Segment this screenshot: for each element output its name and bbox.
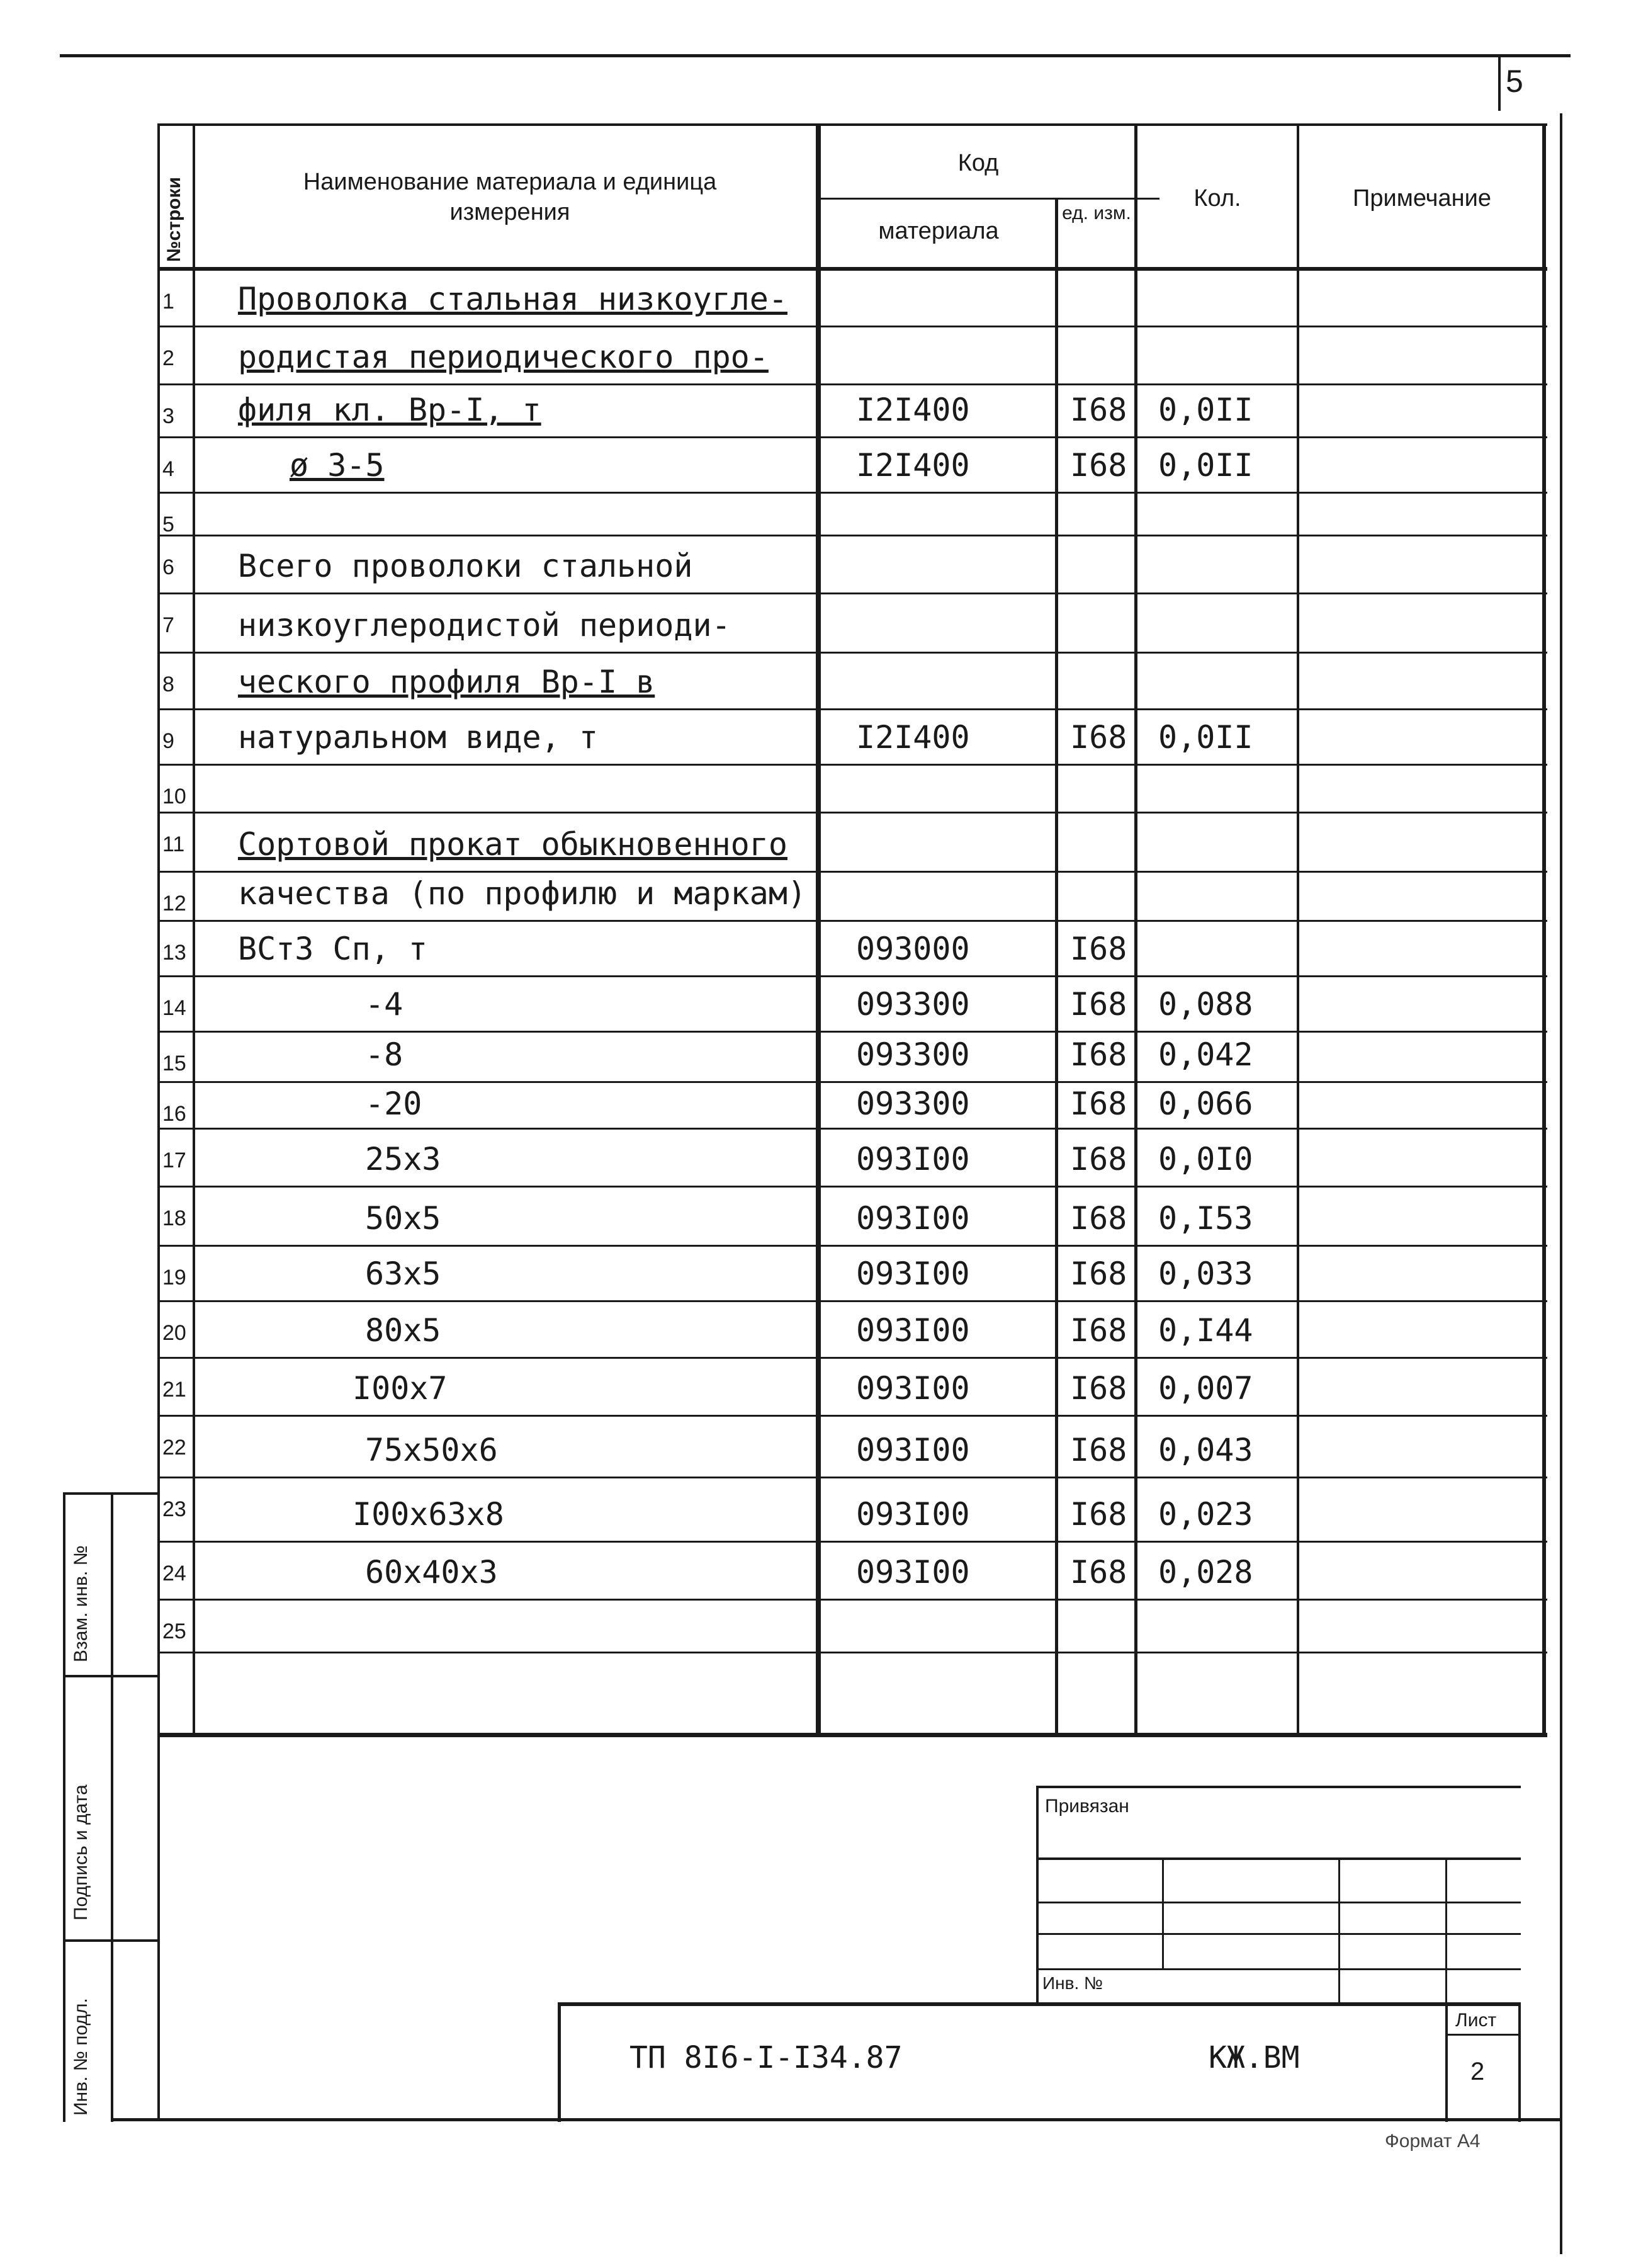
stamp-mark: КЖ.ВМ (1209, 2040, 1300, 2075)
row-unit-code: I68 (1070, 1200, 1127, 1237)
row-unit-code: I68 (1070, 986, 1127, 1023)
main-stamp-right (1518, 2002, 1521, 2122)
row-number: 18 (162, 1206, 186, 1230)
stamp-inv-no: Инв. № (1042, 1973, 1103, 1993)
bound-grid-h1 (1036, 1857, 1521, 1860)
row-unit-code: I68 (1070, 1554, 1127, 1590)
stamp-sheet-no: 2 (1470, 2058, 1485, 2085)
top-rule (60, 54, 1571, 57)
table-row (157, 977, 1547, 1033)
table-row (157, 1302, 1547, 1359)
row-number: 16 (162, 1102, 186, 1126)
header-code-material: материала (878, 218, 999, 244)
row-number: 2 (162, 346, 174, 370)
bound-grid-v1 (1162, 1857, 1164, 1968)
row-material-code: 093I00 (856, 1312, 970, 1349)
side-stamp-inv-orig: Инв. № подл. (71, 1998, 91, 2116)
stamp-doc-code: ТП 8I6-I-I34.87 (629, 2040, 903, 2075)
bound-box-top (1036, 1786, 1521, 1788)
row-unit-code: I68 (1070, 1256, 1127, 1292)
row-quantity: 0,088 (1158, 986, 1253, 1023)
row-material-code: 093I00 (856, 1432, 970, 1468)
row-material-code: I2I400 (856, 392, 970, 428)
row-number: 15 (162, 1052, 186, 1075)
side-stamp-sign-date: Подпись и дата (71, 1784, 91, 1920)
row-material-name: -8 (365, 1036, 403, 1073)
row-number: 21 (162, 1378, 186, 1402)
row-material-name: 50x5 (365, 1200, 441, 1237)
table-row (157, 1417, 1547, 1478)
row-number: 8 (162, 672, 174, 696)
row-quantity: 0,I44 (1158, 1312, 1253, 1349)
row-number: 6 (162, 555, 174, 579)
row-material-name: 25x3 (365, 1141, 441, 1177)
header-qty: Кол. (1193, 185, 1241, 212)
row-material-code: 093300 (856, 1036, 970, 1073)
row-material-code: I2I400 (856, 447, 970, 484)
side-stamp-inner-left (111, 1492, 113, 2122)
side-stamp-top (63, 1492, 157, 1495)
table-row (157, 594, 1547, 654)
row-number: 14 (162, 996, 186, 1020)
side-stamp-outer-left (63, 1492, 65, 2122)
row-quantity: 0,066 (1158, 1086, 1253, 1122)
table-row (157, 1247, 1547, 1302)
row-quantity: 0,007 (1158, 1370, 1253, 1407)
table-row (157, 1083, 1547, 1130)
row-quantity: 0,043 (1158, 1432, 1253, 1468)
table-row (157, 1188, 1547, 1247)
table-row (157, 1601, 1547, 1653)
table-row (157, 1543, 1547, 1601)
header-note: Примечание (1353, 185, 1491, 212)
row-number: 19 (162, 1266, 186, 1290)
row-number: 24 (162, 1562, 186, 1585)
row-number: 5 (162, 513, 174, 536)
row-quantity: 0,023 (1158, 1496, 1253, 1533)
row-quantity: 0,0II (1158, 719, 1253, 756)
row-material-name: ческого профиля Вр-I в (238, 664, 655, 700)
row-quantity: 0,0II (1158, 392, 1253, 428)
row-quantity: 0,I53 (1158, 1200, 1253, 1237)
header-name: Наименование материала и единица измерения (303, 169, 717, 225)
page-number-divider (1498, 54, 1501, 111)
row-number: 13 (162, 941, 186, 965)
row-number: 12 (162, 892, 186, 916)
table-row (157, 1359, 1547, 1417)
header-row-number: №строки (164, 177, 184, 262)
header-code: Код (957, 150, 999, 176)
table-row (157, 494, 1547, 536)
row-material-name: 60x40x3 (365, 1554, 498, 1590)
right-border-line (1560, 113, 1562, 2254)
row-material-name: низкоуглеродистой периоди- (238, 607, 731, 644)
table-row (157, 766, 1547, 814)
table-row (157, 438, 1547, 494)
row-unit-code: I68 (1070, 447, 1127, 484)
side-stamp-divider-2 (63, 1939, 157, 1942)
row-material-name: качества (по профилю и маркам) (238, 875, 807, 912)
row-unit-code: I68 (1070, 1141, 1127, 1177)
row-material-name: -4 (365, 986, 403, 1023)
page-number: 5 (1506, 64, 1523, 99)
row-material-code: 093I00 (856, 1141, 970, 1177)
table-row (157, 922, 1547, 977)
row-unit-code: I68 (1070, 1496, 1127, 1533)
format-label: Формат А4 (1385, 2131, 1481, 2152)
row-material-name: I00x7 (353, 1370, 448, 1407)
bound-grid-v3 (1445, 1857, 1447, 2002)
bound-grid-h4 (1036, 1968, 1521, 1970)
row-quantity: 0,028 (1158, 1554, 1253, 1590)
row-unit-code: I68 (1070, 1370, 1127, 1407)
row-material-code: 093I00 (856, 1496, 970, 1533)
table-row (157, 1033, 1547, 1083)
table-row (157, 536, 1547, 594)
table-row (157, 385, 1547, 438)
row-material-code: 093I00 (856, 1200, 970, 1237)
row-number: 22 (162, 1436, 186, 1460)
row-quantity: 0,042 (1158, 1036, 1253, 1073)
row-number: 17 (162, 1148, 186, 1172)
table-row (157, 271, 1547, 327)
row-material-name: 63x5 (365, 1256, 441, 1292)
main-stamp-sheet-left (1445, 2002, 1448, 2122)
row-number: 4 (162, 457, 174, 481)
row-unit-code: I68 (1070, 931, 1127, 967)
main-stamp-sheet-divider (1445, 2034, 1521, 2036)
row-material-code: I2I400 (856, 719, 970, 756)
side-stamp-divider-1 (63, 1675, 157, 1677)
bound-grid-h3 (1036, 1933, 1521, 1935)
row-number: 7 (162, 613, 174, 637)
row-material-name: натуральном виде, т (238, 719, 598, 756)
row-number: 20 (162, 1321, 186, 1345)
row-unit-code: I68 (1070, 1312, 1127, 1349)
header-code-unit: ед. изм. (1062, 203, 1131, 224)
row-material-name: филя кл. Вр-I, т (238, 392, 541, 428)
row-number: 11 (162, 832, 185, 856)
row-material-name: 75x50x6 (365, 1432, 498, 1468)
row-quantity: 0,033 (1158, 1256, 1253, 1292)
table-row (157, 1130, 1547, 1188)
main-stamp-top (558, 2002, 1521, 2006)
row-number: 9 (162, 729, 174, 753)
row-unit-code: I68 (1070, 1086, 1127, 1122)
row-material-code: 093300 (856, 986, 970, 1023)
row-material-name: 80x5 (365, 1312, 441, 1349)
table-row (157, 327, 1547, 385)
table-row (157, 1478, 1547, 1543)
side-stamp-inv-replace: Взам. инв. № (71, 1545, 91, 1662)
row-material-name: Сортовой прокат обыкновенного (238, 826, 787, 863)
materials-table (157, 123, 1547, 1737)
table-row (157, 814, 1547, 873)
table-row (157, 873, 1547, 922)
table-row (157, 710, 1547, 766)
row-unit-code: I68 (1070, 1432, 1127, 1468)
row-material-name: -20 (365, 1086, 422, 1122)
row-material-name: I00x63x8 (353, 1496, 504, 1533)
table-row (157, 654, 1547, 710)
row-number: 23 (162, 1497, 186, 1521)
row-number: 3 (162, 404, 174, 428)
bottom-frame-bottom (111, 2118, 1560, 2121)
row-number: 10 (162, 785, 186, 808)
row-material-code: 093I00 (856, 1370, 970, 1407)
row-material-code: 093I00 (856, 1554, 970, 1590)
stamp-sheet-label: Лист (1455, 2010, 1497, 2031)
row-material-name: Проволока стальная низкоугле- (238, 281, 787, 317)
bound-box-left (1036, 1786, 1039, 2005)
bound-grid-v2 (1338, 1857, 1340, 2002)
row-material-code: 093000 (856, 931, 970, 967)
row-quantity: 0,0I0 (1158, 1141, 1253, 1177)
row-quantity: 0,0II (1158, 447, 1253, 484)
stamp-bound: Привязан (1045, 1796, 1129, 1817)
bound-grid-h2 (1036, 1902, 1521, 1903)
row-material-name: ø 3-5 (290, 447, 385, 484)
row-number: 1 (162, 290, 174, 314)
row-material-name: Всего проволоки стальной (238, 548, 693, 584)
row-material-code: 093I00 (856, 1256, 970, 1292)
bottom-frame-left (157, 1735, 160, 2121)
row-unit-code: I68 (1070, 1036, 1127, 1073)
row-material-name: ВСт3 Сп, т (238, 931, 428, 967)
row-number: 25 (162, 1619, 186, 1643)
row-material-code: 093300 (856, 1086, 970, 1122)
row-material-name: родистая периодического про- (238, 339, 769, 375)
row-unit-code: I68 (1070, 719, 1127, 756)
row-unit-code: I68 (1070, 392, 1127, 428)
main-stamp-left (558, 2002, 561, 2122)
